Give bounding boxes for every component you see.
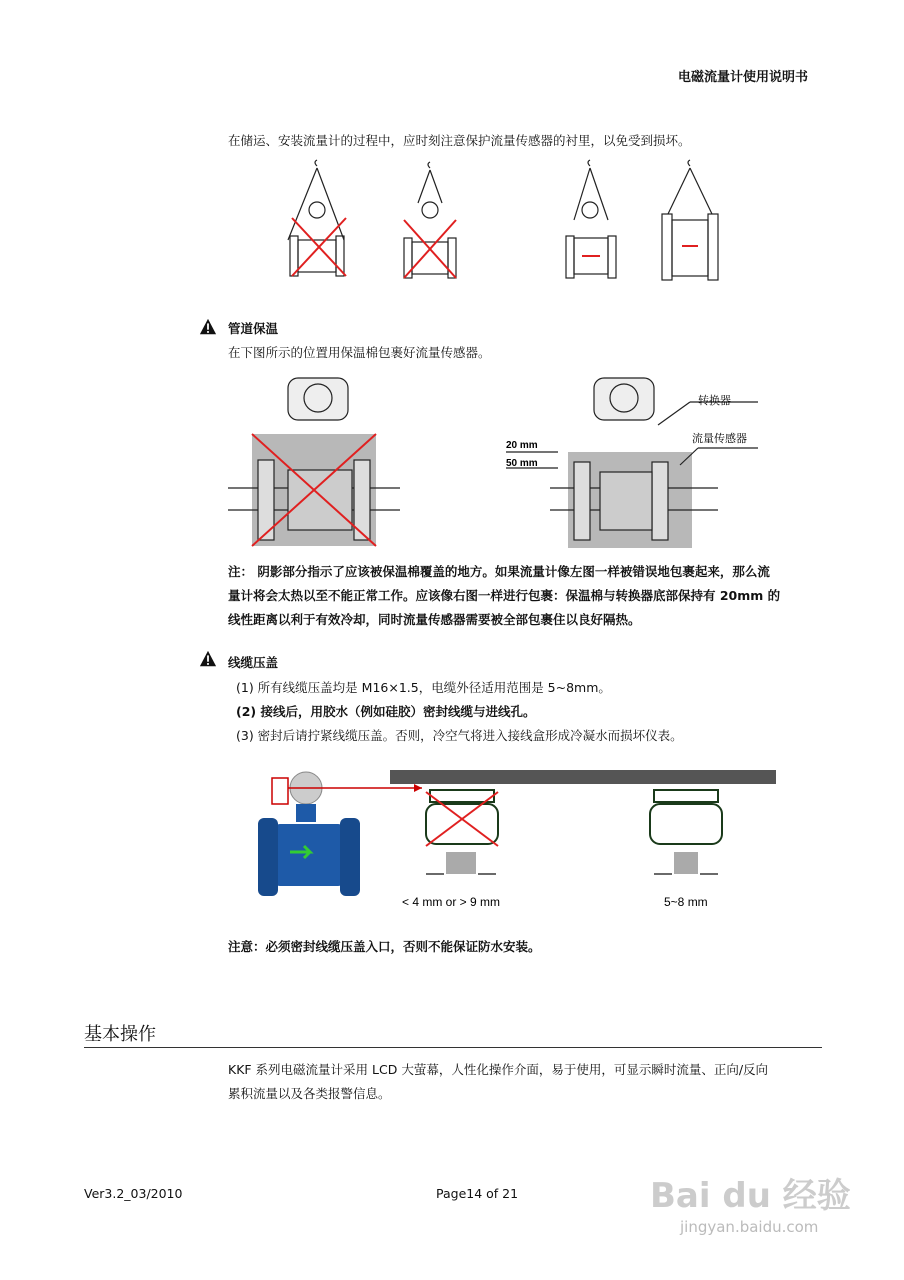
intro-text: 在储运、安装流量计的过程中，应时刻注意保护流量传感器的衬里，以免受到损坏。 <box>228 133 691 148</box>
note-line: 量计将会太热以至不能正常工作。应该像右图一样进行包裹：保温棉与转换器底部保持有 20mm 的 <box>228 588 781 603</box>
gland-item: (2) 接线后，用胶水（例如硅胶）密封线缆与进线孔。 <box>236 704 536 719</box>
insulation-note <box>228 560 824 632</box>
label-wrong-size: < 4 mm or > 9 mm <box>402 895 501 909</box>
label-right-size: 5~8 mm <box>664 895 708 909</box>
watermark-url: jingyan.baidu.com <box>680 1218 819 1236</box>
insulation-text: 在下图所示的位置用保温棉包裹好流量传感器。 <box>228 345 491 360</box>
lifting-figure <box>270 158 740 290</box>
footer-page: Page14 of 21 <box>436 1186 519 1201</box>
warning-icon <box>199 650 217 668</box>
gland-item: (3) 密封后请拧紧线缆压盖。否则，冷空气将进入接线盒形成冷凝水而损坏仪表。 <box>236 728 683 743</box>
section-divider <box>84 1047 822 1048</box>
basic-text <box>228 1058 828 1106</box>
watermark-logo: Bai du 经验 <box>650 1176 851 1216</box>
label-dim-20: 20 mm <box>506 440 538 451</box>
cable-gland-figure <box>250 766 780 916</box>
section-title: 基本操作 <box>84 1024 156 1045</box>
basic-line: 累积流量以及各类报警信息。 <box>228 1086 391 1101</box>
insulation-figure <box>228 370 788 552</box>
gland-item: (1) 所有线缆压盖均是 M16×1.5，电缆外径适用范围是 5~8mm。 <box>236 680 611 695</box>
basic-line: KKF 系列电磁流量计采用 LCD 大萤幕，人性化操作介面，易于使用，可显示瞬时流量、正向/反向 <box>228 1062 769 1077</box>
gland-title: 线缆压盖 <box>228 655 279 670</box>
note-line: 线性距离以利于有效冷却，同时流量传感器需要被全部包裹住以良好隔热。 <box>228 612 641 627</box>
warning-icon <box>199 318 217 336</box>
insulation-title: 管道保温 <box>228 321 279 336</box>
label-dim-50: 50 mm <box>506 458 538 469</box>
footer-version: Ver3.2_03/2010 <box>84 1186 183 1201</box>
gland-note: 注意：必须密封线缆压盖入口，否则不能保证防水安装。 <box>228 939 541 954</box>
label-sensor: 流量传感器 <box>692 433 747 445</box>
note-line: 注： 阴影部分指示了应该被保温棉覆盖的地方。如果流量计像左图一样被错误地包裹起来，那么流 <box>228 564 770 579</box>
header-title: 电磁流量计使用说明书 <box>677 70 808 85</box>
label-converter: 转换器 <box>698 395 731 407</box>
